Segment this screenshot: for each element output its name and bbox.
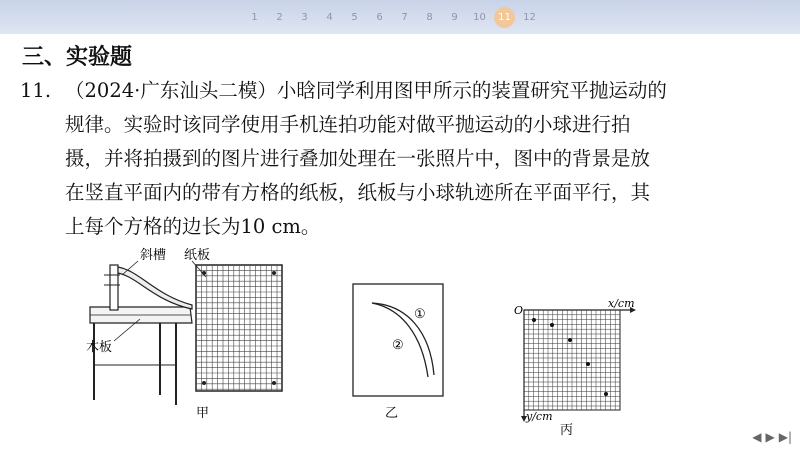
caption-bing: 丙: [560, 423, 574, 438]
slide-nav: [752, 430, 792, 444]
label-wood: 木板: [86, 340, 113, 355]
chute: [118, 267, 192, 309]
page-button-12[interactable]: 12: [523, 12, 536, 23]
page-button-4[interactable]: 4: [326, 12, 333, 23]
x-axis-label: x/cm: [608, 297, 635, 310]
ball-position: [586, 362, 590, 366]
screw: [272, 271, 276, 275]
ball-position: [604, 392, 608, 396]
figure-yi-trajectories: [352, 283, 447, 423]
prev-slide-button[interactable]: ◀: [752, 430, 762, 444]
caption-jia: 甲: [196, 406, 210, 421]
page-button-1[interactable]: 1: [251, 12, 258, 23]
page-button-9[interactable]: 9: [451, 12, 458, 23]
caption-yi: 乙: [385, 406, 399, 421]
question-line: [20, 74, 780, 108]
question-number: 11.: [20, 79, 52, 102]
page-navigator: [244, 7, 540, 28]
label-board: 纸板: [184, 248, 211, 263]
mark-2: ②: [392, 338, 404, 353]
page-button-11[interactable]: 11: [494, 7, 515, 28]
last-slide-button[interactable]: ▶|: [778, 430, 792, 444]
question-line: 规律。实验时该同学使用手机连拍功能对做平抛运动的小球进行拍: [65, 113, 631, 136]
page-button-2[interactable]: 2: [276, 12, 283, 23]
label-chute: 斜槽: [140, 248, 167, 263]
ball-position: [550, 323, 554, 327]
chute-stand: [110, 265, 118, 310]
question-11: [20, 74, 780, 244]
origin-label: O: [514, 304, 524, 317]
ball-position: [568, 338, 572, 342]
figure-bing-grid: [512, 298, 642, 443]
mark-1: ①: [414, 307, 426, 322]
question-text: （2024·广东汕头二模）小晗同学利用图甲所示的装置研究平抛运动的: [65, 79, 667, 102]
next-slide-button[interactable]: ▶: [765, 430, 775, 444]
section-title: 三、实验题: [22, 45, 133, 70]
page-button-10[interactable]: 10: [473, 12, 486, 23]
page-button-6[interactable]: 6: [376, 12, 383, 23]
question-line: 在竖直平面内的带有方格的纸板，纸板与小球轨迹所在平面平行，其: [65, 181, 651, 204]
figure-jia-apparatus: [80, 245, 305, 425]
page-button-5[interactable]: 5: [351, 12, 358, 23]
question-line: 上每个方格的边长为10 cm。: [65, 215, 321, 238]
screw: [272, 381, 276, 385]
page-button-3[interactable]: 3: [301, 12, 308, 23]
question-line: 摄，并将拍摄到的图片进行叠加处理在一张照片中，图中的背景是放: [65, 147, 651, 170]
page-button-8[interactable]: 8: [426, 12, 433, 23]
screw: [202, 381, 206, 385]
y-axis-label: y/cm: [526, 410, 553, 423]
top-bar: [0, 0, 800, 34]
ball-position: [532, 318, 536, 322]
page-button-7[interactable]: 7: [401, 12, 408, 23]
